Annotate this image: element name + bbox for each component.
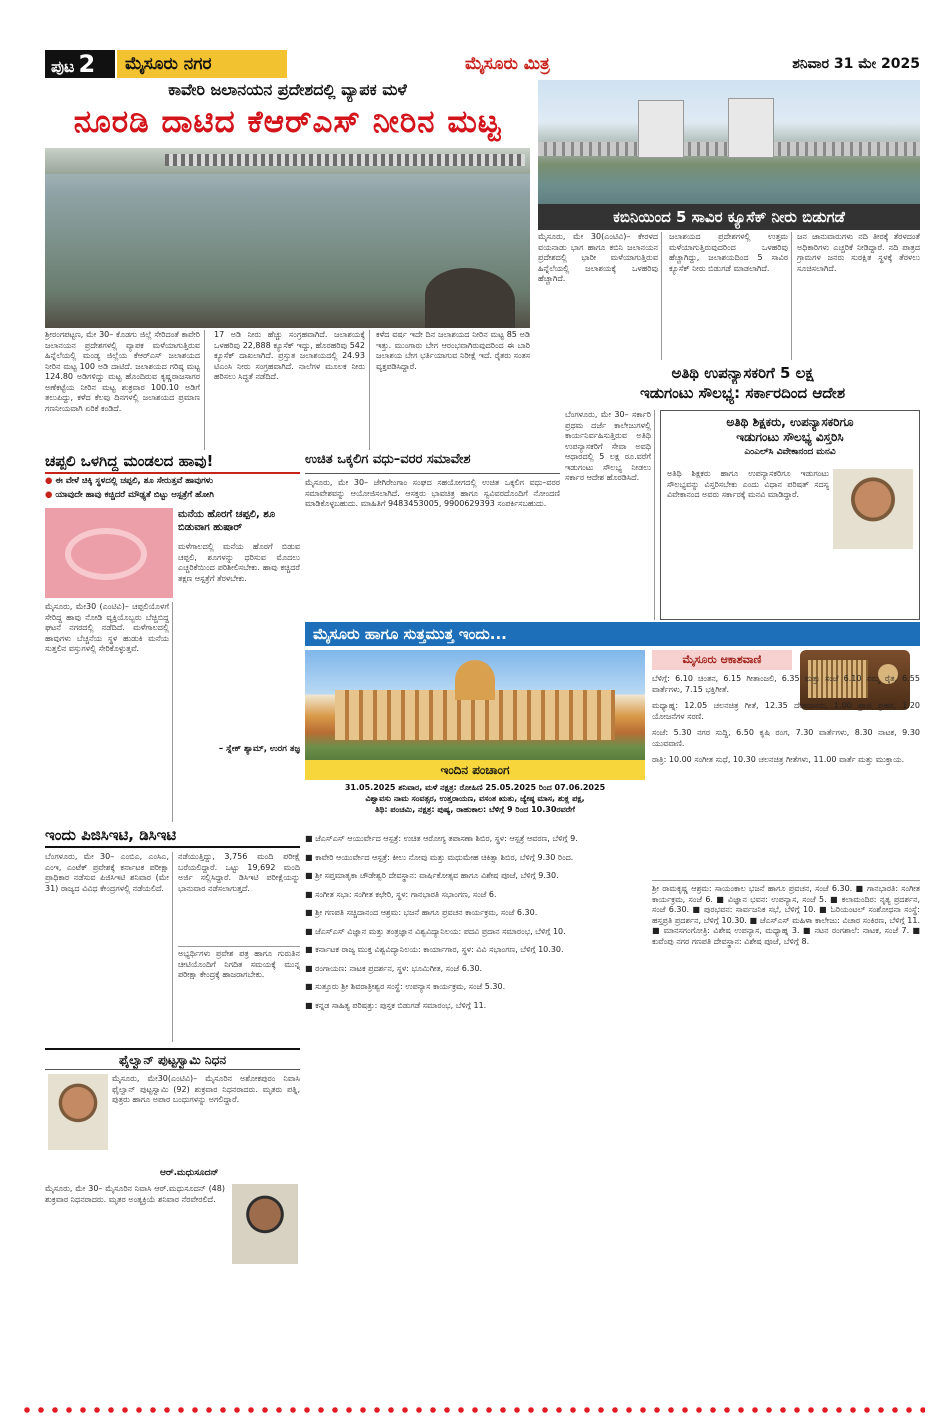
lead-headline: ನೂರಡಿ ದಾಟಿದ ಕೆಆರ್‌ಎಸ್ ನೀರಿನ ಮಟ್ಟ: [73, 104, 502, 140]
lead-column-1: ಶ್ರೀರಂಗಪಟ್ಟಣ, ಮೇ 30– ಕೊಡಗು ಜಿಲ್ಲೆ ಸೇರಿದಂತೆ ಕಾವೇರಿ ಜಲಾನಯನ ಪ್ರದೇಶಗಳಲ್ಲಿ ವ್ಯಾಪಕ ಮಳೆಯಾಗುತ್ತಿರುವ ಹಿನ್ನೆಲೆಯಲ್ಲಿ ಮಂಡ್ಯ ಜಿಲ್ಲೆಯ ಕೆಆರ್‌ಎಸ್ ಜಲಾಶಯದ ನೀರಿನ ಮಟ್ಟ 100 ಅಡಿ ದಾಟಿದೆ. ಜಲಾಶಯದ ಗರಿಷ್ಠ ಮಟ್ಟ 124.80 ಅಡಿಗಳಿದ್ದು ಮಟ್ಟ ಹೊಂದಿರುವ ಕೃಷ್ಣರಾಜಸಾಗರ ಅಣೆಕಟ್ಟೆಯ ನೀರಿನ ಮಟ್ಟ ಶುಕ್ರವಾರ 100.10 ಅಡಿಗೆ ತಲುಪಿದ್ದು, ಕಳೆದ ಕೆಲವು ದಿನಗಳಲ್ಲಿ ಜಲಾಶಯದ ಪ್ರಮಾಣ ಗಣನೀಯವಾಗಿ ಏರಿಕೆ ಕಂಡಿದೆ.: [45, 330, 205, 450]
event-item: ■ ಕರ್ನಾಟಕ ರಾಜ್ಯ ಮುಕ್ತ ವಿಶ್ವವಿದ್ಯಾನಿಲಯ: ಕಾರ್ಯಾಗಾರ, ಸ್ಥಳ: ವಿವಿ ಸಭಾಂಗಣ, ಬೆಳಿಗ್ಗೆ 10.30.: [305, 945, 564, 954]
box-byline: ಎಂಎಲ್‌ಸಿ ವಿವೇಕಾನಂದ ಮನವಿ: [744, 447, 836, 457]
box-text: ಅತಿಥಿ ಶಿಕ್ಷಕರು ಹಾಗೂ ಉಪನ್ಯಾಸಕರಿಗೂ ಇಡುಗಂಟು ಸೌಲಭ್ಯವನ್ನು ವಿಸ್ತರಿಸಬೇಕು ಎಂದು ವಿಧಾನ ಪರಿಷತ್ ಸದಸ್ಯ ವಿವೇಕಾನಂದ ಅವರು ಸರ್ಕಾರಕ್ಕೆ ಮನವಿ ಮಾಡಿದ್ದಾರೆ.: [667, 469, 829, 499]
today-events-list: [305, 834, 645, 1394]
okkaliga-headline: ಉಚಿತ ಒಕ್ಕಲಿಗ ವಧು–ವರರ ಸಮಾವೇಶ: [305, 452, 560, 474]
pgcet-column-1: ಬೆಂಗಳೂರು, ಮೇ 30– ಎಂಬಿಎ, ಎಂಸಿಎ, ಎಂಇ, ಎಂಟೆಕ್ ಪ್ರವೇಶಕ್ಕೆ ಕರ್ನಾಟಕ ಪರೀಕ್ಷಾ ಪ್ರಾಧಿಕಾರ ನಡೆಸುವ ಪಿಜಿಸಿಇಟಿ ಶನಿವಾರ (ಮೇ 31) ರಾಜ್ಯದ ವಿವಿಧ ಕೇಂದ್ರಗಳಲ್ಲಿ ನಡೆಯಲಿದೆ.: [45, 852, 173, 1042]
obituary-portrait-2: [232, 1184, 298, 1264]
issue-date: ಶನಿವಾರ 31 ಮೇ 2025: [792, 56, 920, 72]
schedule-item: ಸಂಜೆ: 5.30 ನಗರ ಸುದ್ದಿ, 6.50 ಕೃಷಿ ರಂಗ, 7.30 ವಾರ್ತೆಗಳು, 8.30 ನಾಟಕ, 9.30 ಯುವವಾಣಿ.: [652, 728, 920, 748]
bullet-icon: ●: [45, 476, 53, 486]
obituary-portrait-1: [48, 1074, 108, 1150]
snake-column-2: ಮಳೆಗಾಲದಲ್ಲಿ ಮನೆಯ ಹೊರಗೆ ಬಿಡುವ ಚಪ್ಪಲಿ, ಶೂಗಳನ್ನು ಧರಿಸುವ ಮೊದಲು ಎಚ್ಚರಿಕೆಯಿಂದ ಪರಿಶೀಲಿಸಬೇಕು. ಹಾವು ಕಚ್ಚಿದರೆ ತಕ್ಷಣ ಆಸ್ಪತ್ರೆಗೆ ತೆರಳಬೇಕು.: [178, 542, 300, 583]
panchanga-details: [305, 782, 645, 830]
schedule-item: ಬೆಳಿಗ್ಗೆ: 6.10 ಚಿಂತನ, 6.15 ಗೀತಾಂಜಲಿ, 6.35 ಮತ್ತು ಸಂಜೆ 6.10 ನಮ್ಮ ರೈತ, 6.55 ವಾರ್ತೆಗಳು, 7.15 ಭಕ್ತಿಗೀತೆ.: [652, 674, 920, 694]
panchanga-title: ಇಂದಿನ ಪಂಚಾಂಗ: [305, 760, 645, 780]
snake-column-1: ಮೈಸೂರು, ಮೇ30 (ಎಂಟಿವಿ)– ಚಪ್ಪಲಿಯೊಳಗೆ ಸೇರಿದ್ದ ಹಾವು ನೋಡಿ ವ್ಯಕ್ತಿಯೊಬ್ಬರು ಬೆಚ್ಚಿಬಿದ್ದ ಘಟನೆ ನಗರದಲ್ಲಿ ನಡೆದಿದೆ. ಮಳೆಗಾಲದಲ್ಲಿ ಹಾವುಗಳು ಬೆಚ್ಚನೆಯ ಸ್ಥಳ ಹುಡುಕಿ ಮನೆಯ ಸುತ್ತಲಿನ ವಸ್ತುಗಳಲ್ಲಿ ಸೇರಿಕೊಳ್ಳುತ್ತವೆ.: [45, 602, 173, 822]
kabini-column-3: ಜನ ಜಾನುವಾರುಗಳು ನದಿ ತೀರಕ್ಕೆ ತೆರಳದಂತೆ ಅಧಿಕಾರಿಗಳು ಎಚ್ಚರಿಕೆ ನೀಡಿದ್ದಾರೆ. ನದಿ ಪಾತ್ರದ ಗ್ರಾಮಗಳ ಜನರು ಸುರಕ್ಷಿತ ಸ್ಥಳಕ್ಕೆ ತೆರಳಲು ಸೂಚಿಸಲಾಗಿದೆ.: [797, 232, 920, 273]
palace-photo: [305, 650, 645, 760]
registration-dots: [20, 1406, 925, 1414]
akashvani-schedule: [652, 674, 920, 874]
page-header: [45, 50, 920, 78]
pgcet-column-2: ನಡೆಯುತ್ತಿದ್ದು, 3,756 ಮಂದಿ ಪರೀಕ್ಷೆ ಬರೆಯಲಿದ್ದಾರೆ. ಒಟ್ಟು 19,692 ಮಂದಿ ಅರ್ಜಿ ಸಲ್ಲಿಸಿದ್ದಾರೆ. ಡಿಸಿಇಟಿ ಪರೀಕ್ಷೆಯನ್ನು ಭಾನುವಾರ ನಡೆಸಲಾಗುತ್ತದೆ.: [178, 852, 300, 893]
lecturers-headline-1: ಅತಿಥಿ ಉಪನ್ಯಾಸಕರಿಗೆ 5 ಲಕ್ಷ: [671, 364, 814, 382]
newspaper-name: ಮೈಸೂರು ಮಿತ್ರ: [465, 54, 550, 74]
lecturers-column-1: ಬೆಂಗಳೂರು, ಮೇ 30– ಸರ್ಕಾರಿ ಪ್ರಥಮ ದರ್ಜೆ ಕಾಲೇಜುಗಳಲ್ಲಿ ಕಾರ್ಯನಿರ್ವಹಿಸುತ್ತಿರುವ ಅತಿಥಿ ಉಪನ್ಯಾಸಕರಿಗೆ ಸೇವಾ ಅವಧಿ ಆಧಾರದಲ್ಲಿ 5 ಲಕ್ಷ ರೂ.ವರೆಗೆ ಇಡುಗಂಟು ಸೌಲಭ್ಯ ನೀಡಲು ಸರ್ಕಾರ ಆದೇಶ ಹೊರಡಿಸಿದೆ.: [565, 410, 655, 620]
snake-bullet-2: [45, 490, 300, 504]
pgcet-headline: ಇಂದು ಪಿಜಿಸಿಇಟಿ, ಡಿಸಿಇಟಿ: [45, 826, 300, 848]
panchanga-line-3: ತಿಥಿ: ಪಂಚಮಿ, ನಕ್ಷತ್ರ: ಪುಷ್ಯ, ರಾಹುಕಾಲ: ಬೆಳಿಗ್ಗೆ 9 ರಿಂದ 10.30ರವರೆಗೆ: [375, 805, 575, 814]
schedule-item: ಮಧ್ಯಾಹ್ನ: 12.05 ಚಲನಚಿತ್ರ ಗೀತೆ, 12.35 ದೇಶದಾಸರು, 1.00 ಪ್ರಾಚಿ ಪ್ರಹರ, 1.20 ಯೋಜನೆಗಳ ಸರಣಿ.: [652, 701, 920, 721]
lead-kicker: ಕಾವೇರಿ ಜಲಾನಯನ ಪ್ರದೇಶದಲ್ಲಿ ವ್ಯಾಪಕ ಮಳೆ: [168, 80, 407, 99]
obituary-name-2: ಆರ್.ಮಧುಸೂದನ್: [160, 1168, 219, 1178]
kabini-dam-photo: [538, 80, 920, 220]
snake-bullet-1-text: ಈ ವೇಳೆ ಚಿಕ್ಕಿ ಸ್ಥಳದಲ್ಲಿ ಚಪ್ಪಲಿ, ಶೂ ಸೇರುತ್ತವೆ ಹಾವುಗಳು: [55, 476, 213, 486]
kabini-banner: ಕಬಿನಿಯಿಂದ 5 ಸಾವಿರ ಕ್ಯೂಸೆಕ್ ನೀರು ಬಿಡುಗಡೆ: [538, 204, 920, 230]
bullet-icon: ●: [45, 490, 53, 500]
vivekananda-box: [660, 410, 920, 620]
akashvani-title: ಮೈಸೂರು ಆಕಾಶವಾಣಿ: [652, 650, 792, 670]
obituary-headline: ಫೈಲ್ವಾನ್ ಪುಟ್ಟಸ್ವಾಮಿ ನಿಧನ: [45, 1048, 300, 1070]
event-item: ■ ಕನ್ನಡ ಸಾಹಿತ್ಯ ಪರಿಷತ್ತು: ಪುಸ್ತಕ ಬಿಡುಗಡೆ ಸಮಾರಂಭ, ಬೆಳಿಗ್ಗೆ 11.: [305, 1000, 487, 1010]
box-title-2: ಇಡುಗಂಟು ಸೌಲಭ್ಯ ವಿಸ್ತರಿಸಿ: [736, 430, 844, 444]
snake-bullet-1: [45, 476, 300, 490]
obituary-text-2: ಮೈಸೂರು, ಮೇ 30– ಮೈಸೂರಿನ ನಿವಾಸಿ ಆರ್.ಮಧುಸೂದನ್ (48) ಶುಕ್ರವಾರ ನಿಧನರಾದರು. ಮೃತರ ಅಂತ್ಯಕ್ರಿಯೆ ಶನಿವಾರ ನೆರವೇರಲಿದೆ.: [45, 1184, 225, 1204]
river-photo: [45, 148, 530, 328]
event-item: ■ ಶ್ರೀ ಸಪ್ತಮಾತೃಕಾ ಚೌಡೇಶ್ವರಿ ದೇವಸ್ಥಾನ: ವಾರ್ಷಿಕೋತ್ಸವ ಹಾಗೂ ವಿಶೇಷ ಪೂಜೆ, ಬೆಳಿಗ್ಗೆ 9.30.: [305, 871, 559, 880]
kabini-column-2: ಜಲಾಶಯದ ಪ್ರದೇಶಗಳಲ್ಲಿ ಉತ್ತಮ ಮಳೆಯಾಗುತ್ತಿರುವುದರಿಂದ ಒಳಹರಿವು ಹೆಚ್ಚಾಗಿದ್ದು, ಜಲಾಶಯದಿಂದ 5 ಸಾವಿರ ಕ್ಯೂಸೆಕ್ ನೀರು ಬಿಡುಗಡೆ ಮಾಡಲಾಗಿದೆ.: [666, 232, 792, 360]
kabini-column-1: ಮೈಸೂರು, ಮೇ 30(ಎಂಟಿವಿ)– ಕೇರಳದ ವಯನಾಡು ಭಾಗ ಹಾಗೂ ಕಬಿನಿ ಜಲಾನಯನ ಪ್ರದೇಶದಲ್ಲಿ ಭಾರೀ ಮಳೆಯಾಗುತ್ತಿರುವ ಹಿನ್ನೆಲೆಯಲ್ಲಿ ಜಲಾಶಯಕ್ಕೆ ಒಳಹರಿವು ಹೆಚ್ಚಾಗಿದೆ.: [538, 232, 662, 360]
akashvani-events: ಶ್ರೀ ರಾಮಕೃಷ್ಣ ಆಶ್ರಮ: ಸಾಯಂಕಾಲ ಭಜನೆ ಹಾಗೂ ಪ್ರವಚನ, ಸಂಜೆ 6.30. ■ ಗಾನಭಾರತಿ: ಸಂಗೀತ ಕಾರ್ಯಕ್ರಮ, ಸಂಜೆ 6. ■ ವಿಜ್ಞಾನ ಭವನ: ಉಪನ್ಯಾಸ, ಸಂಜೆ 5. ■ ಕಲಾಮಂದಿರ: ನೃತ್ಯ ಪ್ರದರ್ಶನ, ಸಂಜೆ 6.30. ■ ಪುರಭವನ: ಸಾರ್ವಜನಿಕ ಸಭೆ, ಬೆಳಿಗ್ಗೆ 10. ■ ಓರಿಯಂಟಲ್ ಸಂಶೋಧನಾ ಸಂಸ್ಥೆ: ಹಸ್ತಪ್ರತಿ ಪ್ರದರ್ಶನ, ಬೆಳಿಗ್ಗೆ 10.30. ■ ಜೆಎಸ್‌ಎಸ್ ಮಹಿಳಾ ಕಾಲೇಜು: ವಿಚಾರ ಸಂಕಿರಣ, ಬೆಳಿಗ್ಗೆ 11. ■ ಮಾನಸಗಂಗೋತ್ರಿ: ವಿಶೇಷ ಉಪನ್ಯಾಸ, ಮಧ್ಯಾಹ್ನ 3. ■ ನಟನ ರಂಗಶಾಲೆ: ನಾಟಕ, ಸಂಜೆ 7. ■ ಕುವೆಂಪು ನಗರ ಗಣಪತಿ ದೇವಸ್ಥಾನ: ವಿಶೇಷ ಪೂಜೆ, ಬೆಳಿಗ್ಗೆ 8.: [652, 880, 920, 1394]
snake-byline: – ಸ್ನೇಕ್ ಶ್ಯಾಮ್, ಉರಗ ತಜ್ಞ: [218, 744, 300, 754]
snake-subhead: ಮನೆಯ ಹೊರಗೆ ಚಪ್ಪಲಿ, ಶೂ ಬಿಡುವಾಗ ಹುಷಾರ್: [178, 509, 276, 533]
lead-column-2: 17 ಅಡಿ ನೀರು ಹೆಚ್ಚು ಸಂಗ್ರಹವಾಗಿದೆ. ಜಲಾಶಯಕ್ಕೆ ಒಳಹರಿವು 22,888 ಕ್ಯೂಸೆಕ್ ಇದ್ದು, ಹೊರಹರಿವು 542 ಕ್ಯೂಸೆಕ್ ದಾಖಲಾಗಿದೆ. ಪ್ರಸ್ತುತ ಜಲಾಶಯದಲ್ಲಿ 24.93 ಟಿಎಂಸಿ ನೀರು ಸಂಗ್ರಹವಾಗಿದೆ. ನಾಲೆಗಳ ಮೂಲಕ ನೀರು ಹರಿಸಲು ಸಿದ್ಧತೆ ನಡೆದಿದೆ.: [210, 330, 370, 450]
snake-bullet-2-text: ಯಾವುದೇ ಹಾವು ಕಚ್ಚಿದರೆ ಮೌಢ್ಯತೆ ಬಿಟ್ಟು ಆಸ್ಪತ್ರೆಗೆ ಹೋಗಿ: [55, 490, 214, 500]
event-item: ■ ಜೆಎಸ್‌ಎಸ್ ಆಯುರ್ವೇದ ಆಸ್ಪತ್ರೆ: ಉಚಿತ ಆರೋಗ್ಯ ತಪಾಸಣಾ ಶಿಬಿರ, ಸ್ಥಳ: ಆಸ್ಪತ್ರೆ ಆವರಣ, ಬೆಳಿಗ್ಗೆ 9.: [305, 834, 578, 843]
event-item: ■ ಸಂಗೀತ ಸಭಾ: ಸಂಗೀತ ಕಛೇರಿ, ಸ್ಥಳ: ಗಾನಭಾರತಿ ಸಭಾಂಗಣ, ಸಂಜೆ 6.: [305, 889, 497, 899]
mlc-portrait: [833, 469, 913, 549]
box-title-1: ಅತಿಥಿ ಶಿಕ್ಷಕರು, ಉಪನ್ಯಾಸಕರಿಗೂ: [726, 415, 854, 429]
page-number-box: [45, 50, 115, 78]
pgcet-sub-text: ಅಭ್ಯರ್ಥಿಗಳು ಪ್ರವೇಶ ಪತ್ರ ಹಾಗೂ ಗುರುತಿನ ಚೀಟಿಯೊಂದಿಗೆ ನಿಗದಿತ ಸಮಯಕ್ಕೆ ಮುನ್ನ ಪರೀಕ್ಷಾ ಕೇಂದ್ರಕ್ಕೆ ಹಾಜರಾಗಬೇಕು.: [178, 946, 300, 1042]
panchanga-line-2: ವಿಶ್ವಾವಸು ನಾಮ ಸಂವತ್ಸರ, ಉತ್ತರಾಯಣ, ವಸಂತ ಋತು, ಜ್ಯೇಷ್ಠ ಮಾಸ, ಶುಕ್ಲ ಪಕ್ಷ,: [365, 794, 585, 803]
lead-column-3: ಕಳೆದ ವರ್ಷ ಇದೇ ದಿನ ಜಲಾಶಯದ ನೀರಿನ ಮಟ್ಟ 85 ಅಡಿ ಇತ್ತು. ಮುಂಗಾರು ಬೇಗ ಆರಂಭವಾಗಿರುವುದರಿಂದ ಈ ಬಾರಿ ಜಲಾಶಯ ಬೇಗ ಭರ್ತಿಯಾಗುವ ನಿರೀಕ್ಷೆ ಇದೆ. ರೈತರು ಸಂತಸ ವ್ಯಕ್ತಪಡಿಸಿದ್ದಾರೆ.: [376, 330, 530, 371]
section-title: ಮೈಸೂರು ನಗರ: [117, 50, 287, 78]
page-number: 2: [78, 50, 96, 78]
event-item: ■ ಜೆಎಸ್‌ಎಸ್ ವಿಜ್ಞಾನ ಮತ್ತು ತಂತ್ರಜ್ಞಾನ ವಿಶ್ವವಿದ್ಯಾನಿಲಯ: ಪದವಿ ಪ್ರದಾನ ಸಮಾರಂಭ, ಬೆಳಿಗ್ಗೆ 10.: [305, 926, 566, 936]
event-item: ■ ಶ್ರೀ ಗಣಪತಿ ಸಚ್ಚಿದಾನಂದ ಆಶ್ರಮ: ಭಜನೆ ಹಾಗೂ ಪ್ರವಚನ ಕಾರ್ಯಕ್ರಮ, ಸಂಜೆ 6.30.: [305, 908, 538, 917]
event-item: ■ ಕಾವೇರಿ ಆಯುರ್ವೇದ ಆಸ್ಪತ್ರೆ: ಕೀಲು ನೋವು ಮತ್ತು ಮಧುಮೇಹ ಚಿಕಿತ್ಸಾ ಶಿಬಿರ, ಬೆಳಿಗ್ಗೆ 9.30 ರಿಂದ.: [305, 852, 574, 862]
event-item: ■ ಸುತ್ತೂರು ಶ್ರೀ ಶಿವರಾತ್ರೀಶ್ವರ ಸಂಸ್ಥೆ: ಉಪನ್ಯಾಸ ಕಾರ್ಯಕ್ರಮ, ಸಂಜೆ 5.30.: [305, 982, 506, 991]
page-label: ಪುಟ: [51, 57, 75, 76]
snake-photo: [45, 508, 173, 598]
lecturers-headline-2: ಇಡುಗಂಟು ಸೌಲಭ್ಯ: ಸರ್ಕಾರದಿಂದ ಆದೇಶ: [639, 384, 846, 402]
event-item: ■ ರಂಗಾಯಣ: ನಾಟಕ ಪ್ರದರ್ಶನ, ಸ್ಥಳ: ಭೂಮಿಗೀತ, ಸಂಜೆ 6.30.: [305, 963, 483, 973]
today-banner: ಮೈಸೂರು ಹಾಗೂ ಸುತ್ತಮುತ್ತ ಇಂದು...: [305, 622, 920, 646]
snake-headline: ಚಪ್ಪಲಿ ಒಳಗಿದ್ದ ಮಂಡಲದ ಹಾವು!: [45, 452, 300, 474]
obituary-text-1: ಮೈಸೂರು, ಮೇ30(ಎಂಟಿವಿ)– ಮೈಸೂರಿನ ಅಶೋಕಪುರಂ ನಿವಾಸಿ ಫೈಲ್ವಾನ್ ಪುಟ್ಟಸ್ವಾಮಿ (92) ಶುಕ್ರವಾರ ನಿಧನರಾದರು. ಮೃತರು ಪತ್ನಿ, ಪುತ್ರರು ಹಾಗೂ ಅಪಾರ ಬಂಧುಗಳನ್ನು ಅಗಲಿದ್ದಾರೆ.: [112, 1074, 300, 1104]
okkaliga-text: ಮೈಸೂರು, ಮೇ 30– ಜೇಗಿರೇಂಗಾಂ ಸಂಘದ ಸಹಯೋಗದಲ್ಲಿ ಉಚಿತ ಒಕ್ಕಲಿಗ ವಧು–ವರರ ಸಮಾವೇಶವನ್ನು ಆಯೋಜಿಸಲಾಗಿದೆ. ಆಸಕ್ತರು ಭಾವಚಿತ್ರ ಹಾಗೂ ಸ್ವವಿವರದೊಂದಿಗೆ ನೋಂದಣಿ ಮಾಡಿಕೊಳ್ಳಬಹುದು. ಮಾಹಿತಿಗೆ 9483453005, 9900629393 ಸಂಪರ್ಕಿಸಬಹುದು.: [305, 478, 560, 508]
panchanga-line-1: 31.05.2025 ಶನಿವಾರ, ಮಳೆ ನಕ್ಷತ್ರ: ರೋಹಿಣಿ 25.05.2025 ರಿಂದ 07.06.2025: [344, 783, 606, 792]
schedule-item: ರಾತ್ರಿ: 10.00 ಸಂಗೀತ ಸುಧೆ, 10.30 ಚಲನಚಿತ್ರ ಗೀತೆಗಳು, 11.00 ವಾರ್ತೆ ಮತ್ತು ಮುಕ್ತಾಯ.: [652, 755, 905, 764]
